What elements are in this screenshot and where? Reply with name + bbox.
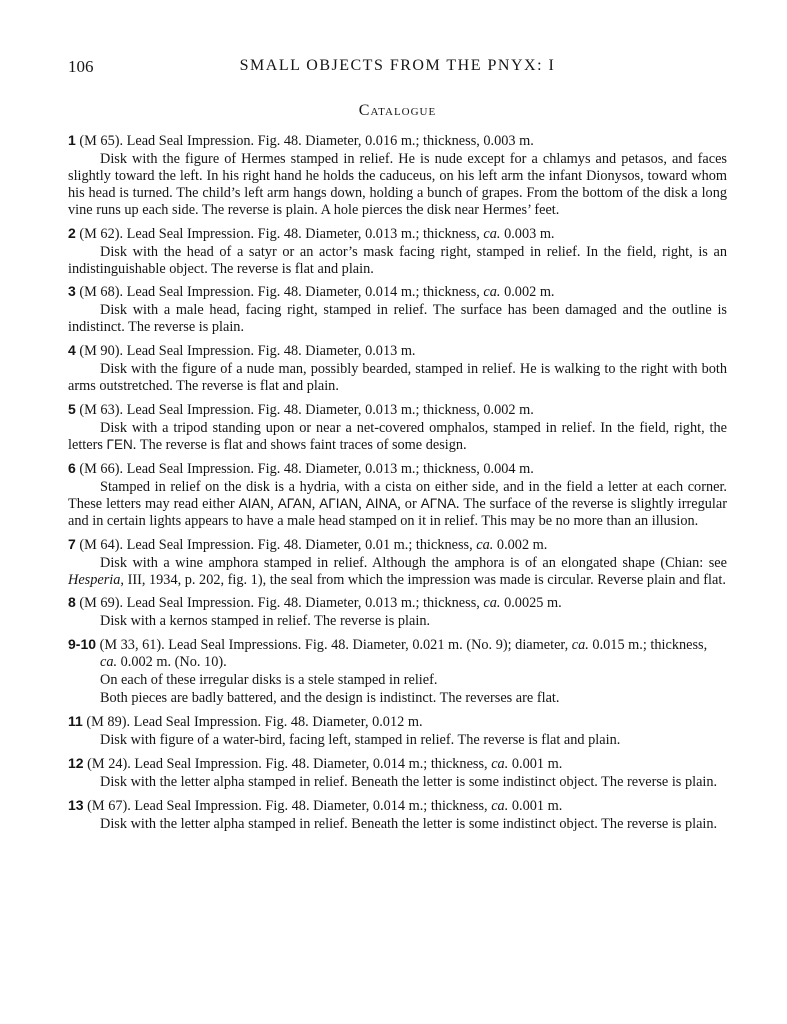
entry-heading-text: (M 64). Lead Seal Impression. Fig. 48. Diameter, 0.01 m.; thickness, (75, 536, 477, 553)
greek-inscription: ΑΙΝΑ (365, 495, 398, 511)
entry-heading (68, 132, 727, 150)
entry-heading-text: 0.0025 m. (500, 595, 562, 612)
entry-description: Disk with the letter alpha stamped in relief. Beneath the letter is some indistinct object. The reverse is plain. (100, 815, 718, 832)
entry-number: 9-10 (68, 636, 97, 653)
entry-heading-text: (M 33, 61). Lead Seal Impressions. Fig. 48. Diameter, 0.021 m. (No. 9); diameter, (96, 637, 572, 654)
greek-inscription: ΑΙΑΝ (238, 495, 271, 511)
entry-description: Disk with the head of a satyr or an actor’s mask facing right, stamped in relief. In the field, right, is an indistinguishable object. The reverse is flat and plain. (68, 243, 727, 277)
separator-text: , (358, 495, 366, 512)
circa-abbreviation: ca. (483, 284, 501, 301)
catalogue-list (68, 132, 727, 839)
entry-heading (68, 283, 727, 301)
entry-heading-text: (M 65). Lead Seal Impression. Fig. 48. Diameter, 0.016 m.; thickness, 0.003 m. (75, 133, 534, 149)
entry-number: 13 (68, 796, 84, 813)
entry-description: Both pieces are badly battered, and the design is indistinct. The reverses are flat. (100, 690, 560, 707)
entry-heading-text: 0.002 m. (493, 536, 548, 553)
entry-heading-text: (M 89). Lead Seal Impression. Fig. 48. Diameter, 0.012 m. (82, 714, 423, 731)
entry-heading (68, 594, 727, 612)
entry-heading (68, 460, 727, 478)
running-title: SMALL OBJECTS FROM THE PNYX: I (239, 57, 556, 74)
entry-heading-text: (M 62). Lead Seal Impression. Fig. 48. Diameter, 0.013 m.; thickness, (75, 225, 484, 242)
description-text: Stamped in relief on the disk is a hydria, with a cista on either side, and in the field a letter at each corner. These letters may read either (68, 478, 727, 512)
catalogue-entry (68, 713, 727, 749)
entry-number: 2 (68, 224, 76, 241)
section-title: Catalogue (358, 102, 437, 119)
circa-abbreviation: ca. (491, 797, 509, 814)
entry-description (68, 420, 727, 454)
catalogue-entry (68, 636, 727, 707)
catalogue-entry (68, 797, 727, 833)
entry-heading (68, 225, 727, 243)
entry-number: 5 (68, 401, 76, 418)
entry-number: 8 (68, 594, 76, 611)
entry-heading-text: (M 67). Lead Seal Impression. Fig. 48. Diameter, 0.014 m.; thickness, (83, 797, 492, 814)
entry-heading-text: 0.001 m. (508, 797, 563, 814)
catalogue-entry (68, 594, 727, 630)
page-number: 106 (68, 57, 94, 76)
catalogue-entry (68, 283, 727, 336)
entry-heading (68, 755, 727, 773)
greek-inscription: ΑΓΝΑ (420, 495, 456, 511)
entry-heading (68, 713, 727, 731)
journal-title: Hesperia (68, 571, 121, 588)
description-text: Disk with a wine amphora stamped in relief. Although the amphora is of an elongated shape (Chian: see (100, 554, 727, 571)
entry-heading-text: (M 63). Lead Seal Impression. Fig. 48. Diameter, 0.013 m.; thickness, 0.002 m. (75, 402, 534, 419)
entry-heading-text: (M 24). Lead Seal Impression. Fig. 48. Diameter, 0.014 m.; thickness, (83, 756, 492, 773)
description-text: . The surface of the reverse is slightly irregular and in certain lights appears to have a male head stamped on it in relief. This may be no more than an illusion. (68, 495, 727, 529)
entry-number: 7 (68, 535, 76, 552)
entry-description: Disk with the letter alpha stamped in relief. Beneath the letter is some indistinct object. The reverse is plain. (100, 774, 718, 791)
circa-abbreviation: ca. (476, 536, 494, 553)
entry-number: 6 (68, 459, 76, 476)
circa-abbreviation: ca. (571, 637, 589, 654)
catalogue-entry (68, 755, 727, 791)
catalogue-entry (68, 401, 727, 454)
entry-heading-text: 0.015 m.; thickness, (588, 637, 708, 654)
description-text: . The reverse is flat and shows faint traces of some design. (132, 436, 467, 453)
entry-description (68, 479, 727, 530)
entry-description: On each of these irregular disks is a stele stamped in relief. (100, 672, 438, 689)
catalogue-entry (68, 460, 727, 530)
entry-heading-text: 0.001 m. (508, 756, 563, 773)
separator-text: , or (397, 495, 421, 512)
entry-number: 4 (68, 342, 76, 359)
circa-abbreviation: ca. (483, 225, 501, 242)
circa-abbreviation: ca. (491, 756, 509, 773)
entry-heading-text: (M 68). Lead Seal Impression. Fig. 48. Diameter, 0.014 m.; thickness, (75, 284, 484, 301)
entry-heading (68, 401, 727, 419)
circa-abbreviation: ca. (483, 595, 501, 612)
entry-description: Disk with a kernos stamped in relief. The reverse is plain. (100, 613, 431, 630)
greek-inscription: ΓΕΝ (106, 436, 133, 452)
entry-heading-text: (M 66). Lead Seal Impression. Fig. 48. Diameter, 0.013 m.; thickness, 0.004 m. (75, 460, 534, 477)
entry-number: 1 (68, 132, 76, 148)
entry-description: Disk with a male head, facing right, stamped in relief. The surface has been damaged and the outline is indistinct. The reverse is plain. (68, 302, 727, 336)
entry-heading-text: (M 90). Lead Seal Impression. Fig. 48. Diameter, 0.013 m. (75, 343, 416, 360)
catalogue-entry (68, 132, 727, 219)
entry-heading-text: 0.002 m. (No. 10). (117, 654, 227, 671)
entry-heading-text: 0.003 m. (500, 225, 555, 242)
running-head (68, 57, 727, 79)
entry-number: 3 (68, 283, 76, 300)
catalogue-entry (68, 536, 727, 589)
catalogue-entry (68, 225, 727, 278)
description-text: , III, 1934, p. 202, fig. 1), the seal from which the impression was made is circular. Reverse plain and flat. (120, 571, 726, 588)
circa-abbreviation: ca. (100, 654, 118, 671)
entry-heading (68, 342, 727, 360)
separator-text: , (311, 495, 320, 512)
description-text: Disk with a tripod standing upon or near a net-covered omphalos, stamped in relief. In the field, right, the letters (68, 420, 727, 453)
greek-inscription: ΑΓΑΝ (277, 495, 312, 511)
entry-description: Disk with the figure of a nude man, possibly bearded, stamped in relief. He is walking to the right with both arms outstretched. The reverse is flat and plain. (68, 361, 727, 395)
entry-heading (68, 797, 727, 815)
separator-text: , (270, 495, 278, 512)
entry-heading (68, 636, 727, 671)
catalogue-entry (68, 342, 727, 395)
entry-heading-text: 0.002 m. (500, 284, 555, 301)
greek-inscription: ΑΓΙΑΝ (319, 495, 359, 511)
entry-number: 12 (68, 755, 84, 772)
entry-heading-text: (M 69). Lead Seal Impression. Fig. 48. Diameter, 0.013 m.; thickness, (75, 595, 484, 612)
entry-description: Disk with figure of a water-bird, facing left, stamped in relief. The reverse is flat and plain. (100, 732, 621, 749)
entry-description (68, 555, 727, 589)
entry-number: 11 (68, 713, 83, 730)
entry-heading (68, 536, 727, 554)
entry-description: Disk with the figure of Hermes stamped in relief. He is nude except for a chlamys and petasos, and faces slightly toward the left. In his right hand he holds the caduceus, on his left arm the infant Dionysos, toward whom his head is turned. The child’s left arm hangs down, holding a bunch of grapes. From the bottom of the disk a long vine runs up each side. The reverse is plain. A hole pierces the disk near Hermes’ feet. (68, 151, 727, 218)
